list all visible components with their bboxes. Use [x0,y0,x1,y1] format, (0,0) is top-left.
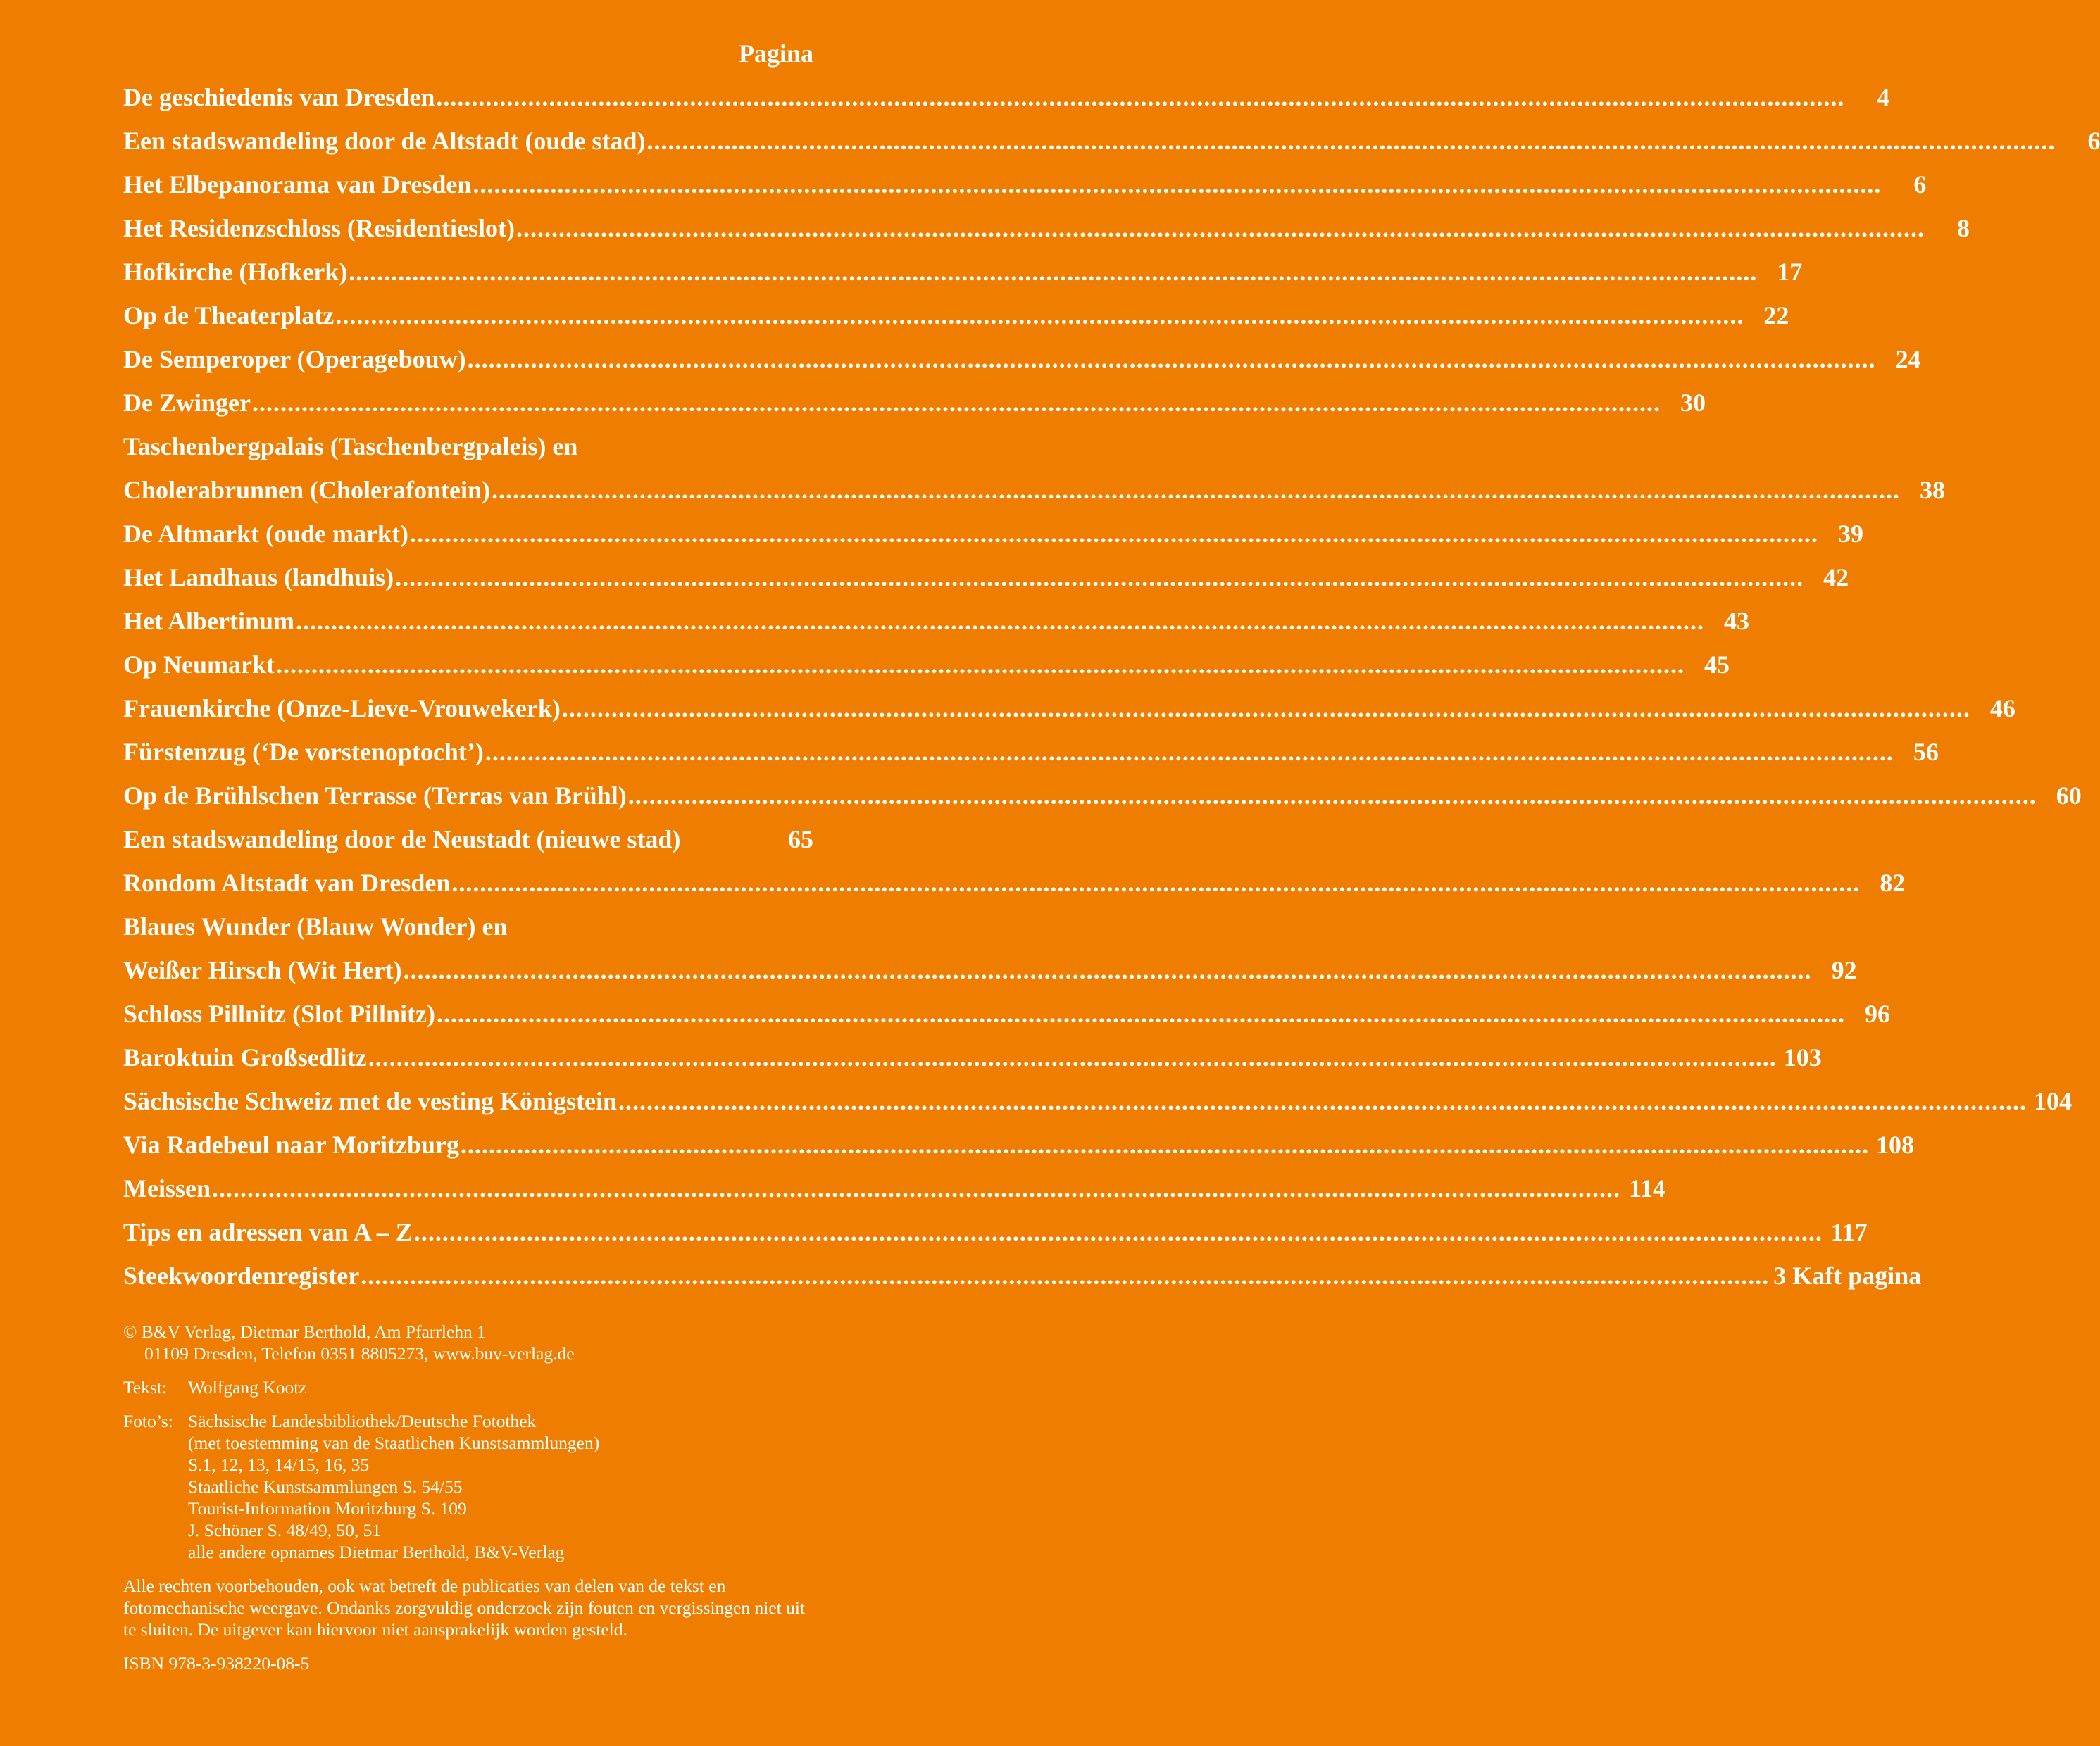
copyright-line: © B&V Verlag, Dietmar Berthold, Am Pfarrlehn 1 [123,1321,486,1342]
toc-entry [123,1036,1822,1079]
photo-credit [123,1410,813,1563]
toc-entry-page: 30 [1680,389,1706,417]
copyright-block [123,1321,813,1364]
photo-credit-line: alle andere opnames Dietmar Berthold, B&V-Verlag [188,1542,565,1562]
toc-entry-title: Frauenkirche (Onze-Lieve-Vrouwekerk) [123,694,561,722]
photo-credit-line: Tourist-Information Moritzburg S. 109 [188,1498,467,1519]
colophon [123,1321,813,1686]
toc-dot-leader: ........................................................................................................................................................................................................ [515,214,1925,242]
toc-entry [123,1123,1914,1167]
toc-entry-title: Rondom Altstadt van Dresden [123,869,451,897]
toc-entry [123,643,1730,686]
photo-credit-line: Staatliche Kunstsammlungen S. 54/55 [188,1476,463,1497]
toc-entry-title: Blaues Wunder (Blauw Wonder) en [123,912,508,941]
toc-dot-leader: ........................................................................................................................................................................................................ [349,258,1758,286]
toc-entry-title: De Zwinger [123,389,251,417]
toc-entry-page: 56 [1913,738,1939,766]
toc-entry [123,774,2082,817]
toc-dot-leader: ........................................................................................................................................................................................................ [413,1218,1823,1246]
toc-entry [123,730,1939,774]
toc-entry [123,119,2100,163]
toc-entry-title: Het Residenzschloss (Residentieslot) [123,214,515,242]
toc-entry-title: Steekwoordenregister [123,1262,360,1290]
toc-entry-page: 45 [1704,651,1730,679]
toc-entry-page: 6 [1913,170,1927,199]
toc-entry [123,512,1863,555]
toc-entry [123,599,1749,643]
toc-dot-leader: ........................................................................................................................................................................................................ [627,781,2037,810]
toc-dot-leader: ........................................................................................................................................................................................................ [276,651,1685,679]
toc-dot-leader: ........................................................................................................................................................................................................ [561,694,1970,722]
toc-entry [123,163,1927,206]
toc-entry-page: 60 [2056,781,2082,810]
toc-entry-page: 3 Kaft pagina [1773,1262,1922,1290]
photo-credit-label: Foto’s: [123,1411,173,1431]
toc-entry-page: 46 [1989,694,2015,722]
toc-entry [123,686,2015,730]
toc-entry-title: Via Radebeul naar Moritzburg [123,1131,459,1159]
toc-entry [123,381,1706,425]
toc-entry-page: 6 [2087,127,2100,155]
toc-entry-title: Op Neumarkt [123,651,275,679]
toc-entry [123,1079,2072,1123]
toc-dot-leader: ........................................................................................................................................................................................................ [395,563,1804,591]
toc-entry-title: Fürstenzug (‘De vorstenoptocht’) [123,738,484,766]
toc-entry-title: De Semperoper (Operagebouw) [123,345,466,373]
toc-entry-page: 42 [1823,563,1849,591]
toc-entry [123,294,1789,337]
toc-entry-title: Een stadswandeling door de Neustadt (nieuwe stad) [123,825,681,853]
toc-dot-leader: ........................................................................................................................................................................................................ [618,1087,2027,1115]
toc-entry-page: 117 [1830,1218,1868,1246]
toc-entry [123,948,1857,992]
toc-dot-leader: ........................................................................................................................................................................................................ [361,1262,1770,1290]
toc-entry [123,992,1891,1036]
page-column-header: Pagina [738,39,813,68]
toc-entry-title: Op de Theaterplatz [123,301,335,329]
text-credit-author: Wolfgang Kootz [188,1377,307,1398]
toc-entry-title: De geschiedenis van Dresden [123,83,435,111]
toc-entry-title: Baroktuin Großsedlitz [123,1043,367,1072]
toc-entry-page: 43 [1723,607,1749,635]
publisher-address: 01109 Dresden, Telefon 0351 8805273, www.buv-verlag.de [144,1343,575,1364]
toc-entry-page: 65 [788,825,813,853]
table-of-contents [123,32,2100,1298]
toc-entry-title: Cholerabrunnen (Cholerafontein) [123,476,490,504]
toc-dot-leader: ........................................................................................................................................................................................................ [403,956,1812,984]
toc-entry [123,817,813,861]
toc-entry-title: Weißer Hirsch (Wit Hert) [123,956,402,984]
toc-dot-leader: ........................................................................................................................................................................................................ [646,127,2056,155]
toc-entry-page: 8 [1956,214,1970,242]
toc-entry-title: De Altmarkt (oude markt) [123,520,408,548]
toc-entry-page: 103 [1783,1043,1822,1072]
toc-dot-leader: ........................................................................................................................................................................................................ [295,607,1704,635]
toc-entry-title: Het Elbepanorama van Dresden [123,170,472,199]
toc-entry [123,75,1890,119]
toc-dot-leader: ........................................................................................................................................................................................................ [409,520,1818,548]
toc-dot-leader: ........................................................................................................................................................................................................ [492,476,1900,504]
toc-dot-leader: ........................................................................................................................................................................................................ [335,301,1744,329]
photo-credit-line: S.1, 12, 13, 14/15, 16, 35 [188,1455,370,1475]
text-credit [123,1376,813,1398]
toc-entry [123,468,1945,512]
toc-entry-page: 114 [1628,1174,1665,1202]
toc-entry-page: 39 [1837,520,1863,548]
toc-entry-title: Sächsische Schweiz met de vesting Königstein [123,1087,617,1115]
toc-entry-title: Een stadswandeling door de Altstadt (oude stad) [123,127,646,155]
toc-entry [123,555,1849,599]
toc-entry-page: 4 [1877,83,1890,111]
toc-entry [123,1254,1922,1298]
toc-entry-page: 96 [1865,1000,1891,1028]
photo-credit-line: J. Schöner S. 48/49, 50, 51 [188,1520,382,1540]
toc-entry-title: Tips en adressen van A – Z [123,1218,413,1246]
photo-credit-line: Sächsische Landesbibliothek/Deutsche Fotothek [188,1411,537,1431]
toc-dot-leader: ........................................................................................................................................................................................................ [451,869,1861,897]
toc-dot-leader: ........................................................................................................................................................................................................ [467,345,1876,373]
toc-entry [123,1167,1665,1210]
toc-entry-page: 92 [1831,956,1857,984]
toc-entry-title: Het Landhaus (landhuis) [123,563,394,591]
toc-dot-leader: ........................................................................................................................................................................................................ [251,389,1661,417]
toc-dot-leader: ........................................................................................................................................................................................................ [460,1131,1869,1159]
toc-entry-page: 82 [1880,869,1906,897]
toc-dot-leader: ........................................................................................................................................................................................................ [211,1174,1620,1202]
photo-credit-list [188,1410,813,1563]
toc-entry [123,250,1803,294]
photo-credit-line: (met toestemming van de Staatlichen Kunstsammlungen) [188,1433,600,1453]
toc-entry-title: Hofkirche (Hofkerk) [123,258,348,286]
toc-entry-title: Schloss Pillnitz (Slot Pillnitz) [123,1000,436,1028]
toc-entry-page: 108 [1875,1131,1914,1159]
toc-entry-page: 17 [1777,258,1803,286]
toc-entry-page: 38 [1920,476,1945,504]
toc-entry-title: Het Albertinum [123,607,294,635]
toc-dot-leader: ........................................................................................................................................................................................................ [368,1043,1777,1072]
toc-dot-leader: ........................................................................................................................................................................................................ [473,170,1882,199]
text-credit-label: Tekst: [123,1377,167,1398]
toc-entry-title: Op de Brühlschen Terrasse (Terras van Brühl) [123,781,627,810]
toc-entry-page: 22 [1763,301,1789,329]
rights-notice: Alle rechten voorbehouden, ook wat betreft de publicaties van delen van de tekst en fotomechanische weergave. Ondanks zorgvuldig onderzoek zijn fouten en vergissingen niet uit te sluiten. De uitgever kan hiervoor niet aansprakelijk worden gesteld. [123,1576,806,1640]
toc-entry [123,861,1906,905]
toc-entry [123,1210,1868,1254]
toc-entry-title: Meissen [123,1174,211,1202]
toc-entry [123,206,1970,250]
isbn: ISBN 978-3-938220-08-5 [123,1653,310,1673]
toc-entry [123,425,813,468]
toc-entry [123,905,813,948]
toc-entry-page: 104 [2033,1087,2072,1115]
toc-dot-leader: ........................................................................................................................................................................................................ [436,83,1845,111]
toc-dot-leader: ........................................................................................................................................................................................................ [437,1000,1846,1028]
toc-entries [123,75,2100,1298]
toc-entry-title: Taschenbergpalais (Taschenbergpaleis) en [123,432,578,460]
toc-dot-leader: ........................................................................................................................................................................................................ [485,738,1894,766]
toc-entry-page: 24 [1895,345,1921,373]
toc-entry [123,337,1921,381]
